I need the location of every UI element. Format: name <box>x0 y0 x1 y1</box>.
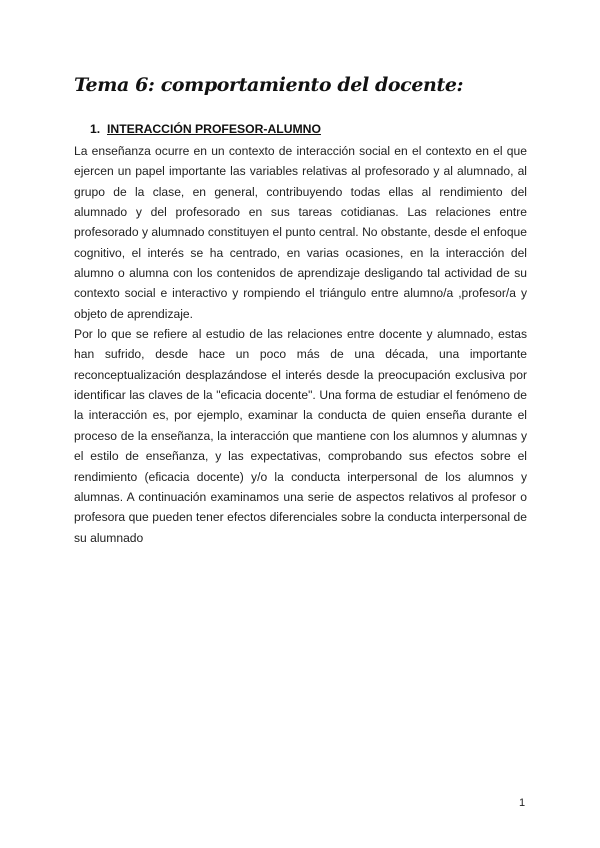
document-title: Tema 6: comportamiento del docente: <box>74 74 464 96</box>
paragraph-2: Por lo que se refiere al estudio de las relaciones entre docente y alumnado, estas han sufrido, desde hace un poco más de una década, una importante reconceptualización desplazándose el interés desde la preocupación exclusiva por identificar las claves de la "eficacia docente". Una forma de estudiar el fenómeno de la interacción es, por ejemplo, examinar la conducta de quien enseña durante el proceso de la enseñanza, la interacción que mantiene con los alumnos y alumnas y el estilo de enseñanza, y las expectativas, comprobando sus efectos sobre el rendimiento (eficacia docente) y/o la conducta interpersonal de los alumnos y alumnas. A continuación examinamos una serie de aspectos relativos al profesor o profesora que pueden tener efectos diferenciales sobre la conducta interpersonal de su alumnado <box>74 327 527 545</box>
body-text <box>74 141 527 548</box>
section-heading <box>90 122 321 136</box>
section-number: 1. <box>90 122 101 136</box>
paragraph-1: La enseñanza ocurre en un contexto de interacción social en el contexto en el que ejercen un papel importante las variables relativas al profesorado y al alumnado, al grupo de la clase, en general, contribuyendo todas ellas al rendimiento del alumnado y del profesorado en sus tareas cotidianas. Las relaciones entre profesorado y alumnado constituyen el punto central. No obstante, desde el enfoque cognitivo, el interés se ha centrado, en varias ocasiones, en la interacción del alumno o alumna con los contenidos de aprendizaje desligando tal actividad de su contexto social e interactivo y rompiendo el triángulo entre alumno/a ,profesor/a y objeto de aprendizaje. <box>74 144 527 321</box>
page-number: 1 <box>519 797 526 809</box>
section-heading-label: INTERACCIÓN PROFESOR-ALUMNO <box>107 122 321 136</box>
